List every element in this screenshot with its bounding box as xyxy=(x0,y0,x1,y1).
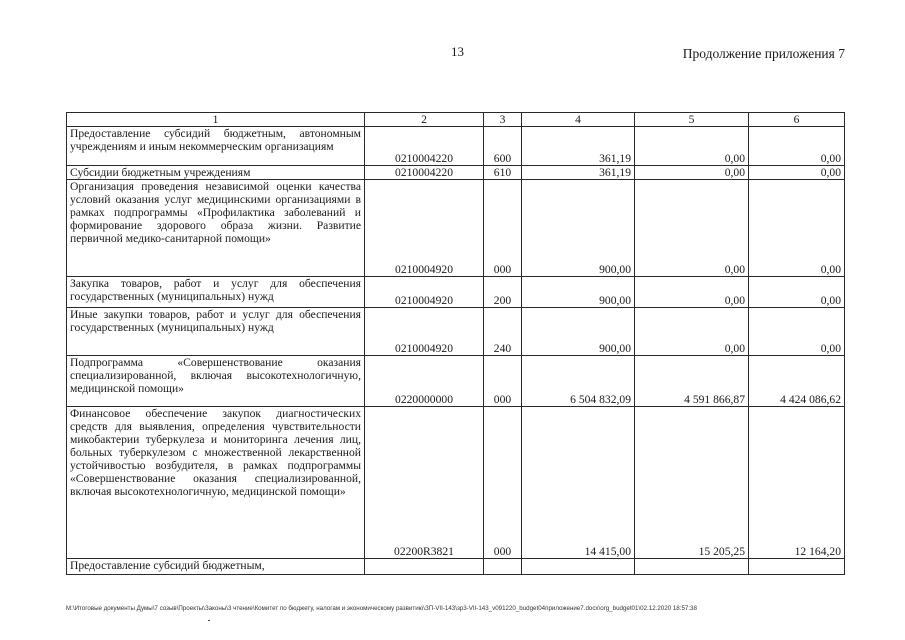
row-value-col4: 6 504 832,09 xyxy=(522,356,635,407)
column-header: 2 xyxy=(365,113,484,127)
row-code: 02200R3821 xyxy=(365,407,484,559)
row-description: Закупка товаров, работ и услуг для обеспечения государственных (муниципальных) нужд xyxy=(67,277,365,308)
row-code: 0210004920 xyxy=(365,277,484,308)
row-code: 0210004220 xyxy=(365,127,484,166)
row-value-col5: 0,00 xyxy=(635,277,749,308)
row-value-col4: 14 415,00 xyxy=(522,407,635,559)
row-description: Подпрограмма «Совершенствование оказания специализированной, включая высокотехнологичную, медицинской помощи» xyxy=(67,356,365,407)
row-value-col5: 0,00 xyxy=(635,166,749,180)
row-expense-type: 610 xyxy=(484,166,522,180)
row-expense-type: 000 xyxy=(484,180,522,277)
row-value-col4 xyxy=(522,559,635,575)
row-value-col5 xyxy=(635,559,749,575)
row-expense-type xyxy=(484,559,522,575)
row-value-col6: 0,00 xyxy=(749,277,845,308)
row-value-col4: 361,19 xyxy=(522,127,635,166)
row-code: 0210004920 xyxy=(365,180,484,277)
table-row xyxy=(67,166,845,180)
row-expense-type: 600 xyxy=(484,127,522,166)
table-row xyxy=(67,407,845,559)
budget-table xyxy=(66,112,845,575)
scan-speck xyxy=(208,620,210,621)
row-value-col5: 0,00 xyxy=(635,308,749,356)
row-value-col5: 0,00 xyxy=(635,180,749,277)
column-header: 6 xyxy=(749,113,845,127)
row-value-col5: 0,00 xyxy=(635,127,749,166)
column-header: 3 xyxy=(484,113,522,127)
row-expense-type: 000 xyxy=(484,356,522,407)
row-value-col6: 0,00 xyxy=(749,180,845,277)
table-row xyxy=(67,559,845,575)
row-value-col6: 0,00 xyxy=(749,127,845,166)
footer-file-path: M:\Итоговые документы Думы\7 созыв\Проекты\Законы\3 чтение\Комитет по бюджету, налогам и экономическому развитию\ЗП-VII-143\зр3-VII-143_v091220_budget04приложение7.docx\org_budget01\02.12.2020 18:57:38 xyxy=(66,605,697,612)
row-description: Финансовое обеспечение закупок диагностических средств для выявления, определения чувствительности микобактерии туберкулеза и мониторинга лечения лиц, больных туберкулезом с множественной лекарственной устойчивостью возбудителя, в рамках подпрограммы «Совершенствование оказания специализированной, включая высокотехнологичную, медицинской помощи» xyxy=(67,407,365,559)
row-description: Субсидии бюджетным учреждениям xyxy=(67,166,365,180)
row-code: 0210004220 xyxy=(365,166,484,180)
row-code xyxy=(365,559,484,575)
row-value-col4: 900,00 xyxy=(522,277,635,308)
table-header-row xyxy=(67,113,845,127)
row-value-col5: 4 591 866,87 xyxy=(635,356,749,407)
table-row xyxy=(67,356,845,407)
row-expense-type: 200 xyxy=(484,277,522,308)
row-value-col4: 900,00 xyxy=(522,308,635,356)
table-row xyxy=(67,127,845,166)
row-description: Предоставление субсидий бюджетным, xyxy=(67,559,365,575)
table-row xyxy=(67,180,845,277)
row-description: Иные закупки товаров, работ и услуг для обеспечения государственных (муниципальных) нужд xyxy=(67,308,365,356)
column-header: 1 xyxy=(67,113,365,127)
row-value-col5: 15 205,25 xyxy=(635,407,749,559)
row-description: Организация проведения независимой оценки качества условий оказания услуг медицинскими организациями в рамках подпрограммы «Профилактика заболеваний и формирование здорового образа жизни. Развитие первичной медико-санитарной помощи» xyxy=(67,180,365,277)
page-number: 13 xyxy=(451,44,464,59)
column-header: 4 xyxy=(522,113,635,127)
row-value-col6: 4 424 086,62 xyxy=(749,356,845,407)
row-code: 0210004920 xyxy=(365,308,484,356)
row-value-col4: 900,00 xyxy=(522,180,635,277)
row-value-col6: 0,00 xyxy=(749,308,845,356)
row-value-col4: 361,19 xyxy=(522,166,635,180)
row-value-col6 xyxy=(749,559,845,575)
row-value-col6: 0,00 xyxy=(749,166,845,180)
continuation-label: Продолжение приложения 7 xyxy=(682,46,845,61)
row-code: 0220000000 xyxy=(365,356,484,407)
table-row xyxy=(67,277,845,308)
column-header: 5 xyxy=(635,113,749,127)
row-expense-type: 000 xyxy=(484,407,522,559)
row-expense-type: 240 xyxy=(484,308,522,356)
table-row xyxy=(67,308,845,356)
row-description: Предоставление субсидий бюджетным, автономным учреждениям и иным некоммерческим организациям xyxy=(67,127,365,166)
row-value-col6: 12 164,20 xyxy=(749,407,845,559)
